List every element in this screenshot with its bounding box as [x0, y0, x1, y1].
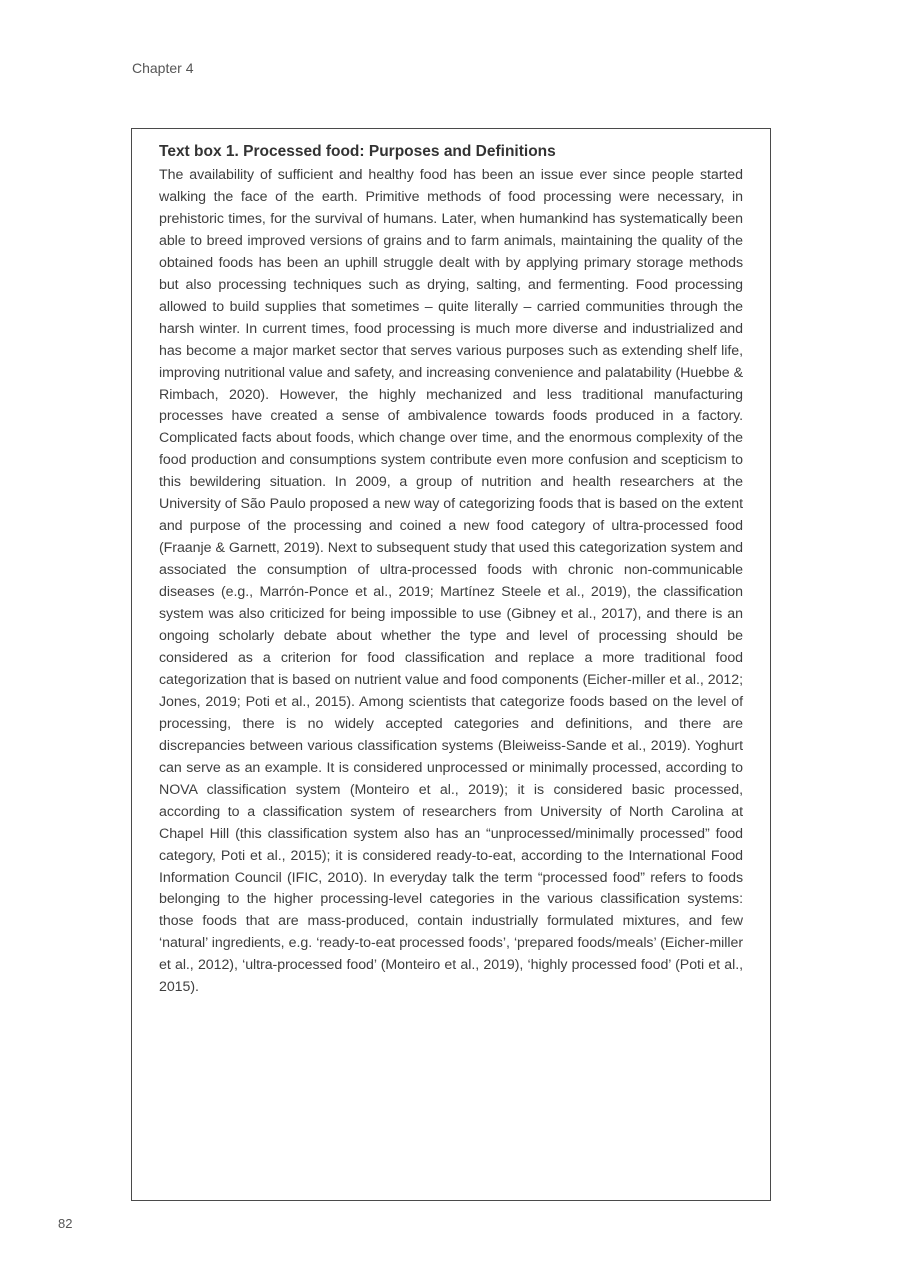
text-box-title: Text box 1. Processed food: Purposes and Definitions	[159, 143, 556, 160]
text-box	[131, 128, 771, 1201]
page-number: 82	[58, 1216, 73, 1231]
running-head: Chapter 4	[132, 60, 194, 76]
text-box-body: The availability of sufficient and healthy food has been an issue ever since people started walking the face of the earth. Primitive methods of food processing were necessary, in prehistoric times, for the survival of humans. Later, when humankind has systematically been able to breed improved versions of grains and to farm animals, maintaining the quality of the obtained foods has been an uphill struggle dealt with by applying primary storage methods but also processing techniques such as drying, salting, and fermenting. Food processing allowed to build supplies that sometimes – quite literally – carried communities through the harsh winter. In current times, food processing is much more diverse and industrialized and has become a major market sector that serves various purposes such as extending shelf life, improving nutritional value and safety, and increasing convenience and palatability (Huebbe & Rimbach, 2020). However, the highly mechanized and less traditional manufacturing processes have created a sense of ambivalence towards foods produced in a factory. Complicated facts about foods, which change over time, and the enormous complexity of the food production and consumptions system contribute even more confusion and scepticism to this bewildering situation. In 2009, a group of nutrition and health researchers at the University of São Paulo proposed a new way of categorizing foods that is based on the extent and purpose of the processing and coined a new food category of ultra-processed food (Fraanje & Garnett, 2019). Next to subsequent study that used this categorization system and associated the consumption of ultra-processed foods with chronic non-communicable diseases (e.g., Marrón-Ponce et al., 2019; Martínez Steele et al., 2019), the classification system was also criticized for being impossible to use (Gibney et al., 2017), and there is an ongoing scholarly debate about whether the type and level of processing should be considered as a criterion for food classification and replace a more traditional food categorization that is based on nutrient value and food components (Eicher-miller et al., 2012; Jones, 2019; Poti et al., 2015). Among scientists that categorize foods based on the level of processing, there is no widely accepted categories and definitions, and there are discrepancies between various classification systems (Bleiweiss-Sande et al., 2019). Yoghurt can serve as an example. It is considered unprocessed or minimally processed, according to NOVA classification system (Monteiro et al., 2019); it is considered basic processed, according to a classification system of researchers from University of North Carolina at Chapel Hill (this classification system also has an “unprocessed/minimally processed” food category, Poti et al., 2015); it is considered ready-to-eat, according to the International Food Information Council (IFIC, 2010). In everyday talk the term “processed food” refers to foods belonging to the higher processing-level categories in the various classification systems: those foods that are mass-produced, contain industrially formulated mixtures, and few ‘natural’ ingredients, e.g. ‘ready-to-eat processed foods’, ‘prepared foods/meals’ (Eicher-miller et al., 2012), ‘ultra-processed food’ (Monteiro et al., 2019), ‘highly processed food’ (Poti et al., 2015).	[159, 167, 743, 996]
text-box-content	[159, 141, 743, 999]
